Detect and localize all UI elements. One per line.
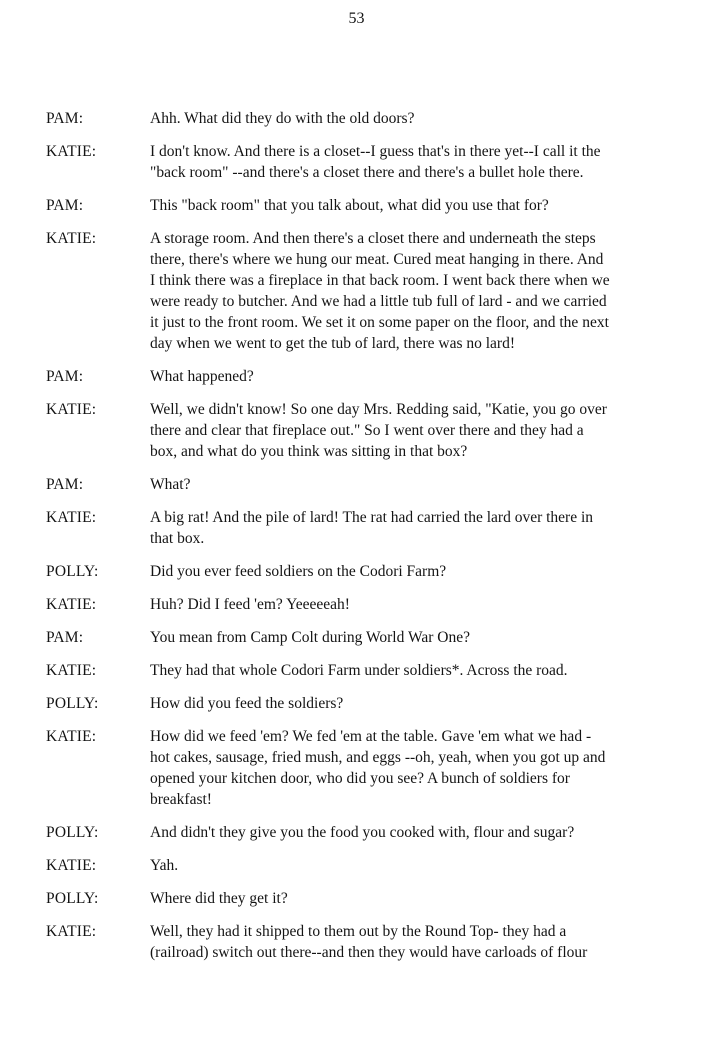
speaker-name: KATIE: xyxy=(46,230,97,247)
transcript-entry xyxy=(0,594,713,615)
transcript-entry xyxy=(0,474,713,495)
transcript-entry xyxy=(0,561,713,582)
speech-line: Well, we didn't know! So one day Mrs. Redding said, "Katie, you go over xyxy=(150,401,607,418)
speech-text xyxy=(150,693,670,714)
speech-text xyxy=(150,660,670,681)
speech-text xyxy=(150,366,670,387)
speaker-name: KATIE: xyxy=(46,857,97,874)
speaker-name: POLLY: xyxy=(46,695,99,712)
transcript-entry xyxy=(0,693,713,714)
speech-line: This "back room" that you talk about, what did you use that for? xyxy=(150,197,549,214)
speech-text xyxy=(150,921,670,963)
speech-text xyxy=(150,888,670,909)
speech-line: What? xyxy=(150,476,191,493)
speech-text xyxy=(150,474,670,495)
transcript-entry xyxy=(0,195,713,216)
speaker-name: KATIE: xyxy=(46,401,97,418)
speech-text xyxy=(150,141,670,183)
speaker-name: PAM: xyxy=(46,110,84,127)
speaker-name: PAM: xyxy=(46,368,84,385)
speaker-name: KATIE: xyxy=(46,728,97,745)
speech-text xyxy=(150,726,670,810)
transcript-entry xyxy=(0,660,713,681)
speech-line: Well, they had it shipped to them out by the Round Top- they had a xyxy=(150,923,567,940)
speech-text xyxy=(150,627,670,648)
speech-line: And didn't they give you the food you cooked with, flour and sugar? xyxy=(150,824,575,841)
speech-line: Huh? Did I feed 'em? Yeeeeeah! xyxy=(150,596,350,613)
speech-text xyxy=(150,228,670,354)
transcript xyxy=(0,108,713,975)
speaker-name: POLLY: xyxy=(46,890,99,907)
transcript-entry xyxy=(0,366,713,387)
speech-line: Where did they get it? xyxy=(150,890,288,907)
speech-text xyxy=(150,195,670,216)
speech-text xyxy=(150,855,670,876)
transcript-entry xyxy=(0,141,713,183)
speech-line: How did you feed the soldiers? xyxy=(150,695,344,712)
speech-line: there, there's where we hung our meat. Cured meat hanging in there. And xyxy=(150,251,604,268)
speaker-name: POLLY: xyxy=(46,824,99,841)
speaker-name: KATIE: xyxy=(46,509,97,526)
speech-text xyxy=(150,507,670,549)
speech-line: I don't know. And there is a closet--I guess that's in there yet--I call it the xyxy=(150,143,601,160)
speech-line: there and clear that fireplace out." So I went over there and they had a xyxy=(150,422,584,439)
transcript-entry xyxy=(0,627,713,648)
speech-line: it just to the front room. We set it on some paper on the floor, and the next xyxy=(150,314,609,331)
speech-line: I think there was a fireplace in that back room. I went back there when we xyxy=(150,272,610,289)
speech-line: Did you ever feed soldiers on the Codori Farm? xyxy=(150,563,447,580)
speaker-name: PAM: xyxy=(46,197,84,214)
transcript-entry xyxy=(0,726,713,810)
speech-text xyxy=(150,108,670,129)
speech-line: What happened? xyxy=(150,368,254,385)
speech-text xyxy=(150,594,670,615)
transcript-entry xyxy=(0,855,713,876)
speaker-name: KATIE: xyxy=(46,923,97,940)
page-number: 53 xyxy=(348,10,365,27)
transcript-entry xyxy=(0,228,713,354)
speaker-name: PAM: xyxy=(46,629,84,646)
speech-line: day when we went to get the tub of lard, there was no lard! xyxy=(150,335,515,352)
speech-line: opened your kitchen door, who did you see? A bunch of soldiers for xyxy=(150,770,570,787)
speech-line: Ahh. What did they do with the old doors? xyxy=(150,110,415,127)
speech-line: box, and what do you think was sitting in that box? xyxy=(150,443,468,460)
speaker-name: POLLY: xyxy=(46,563,99,580)
speech-line: (railroad) switch out there--and then they would have carloads of flour xyxy=(150,944,588,961)
speech-line: They had that whole Codori Farm under soldiers*. Across the road. xyxy=(150,662,568,679)
speech-line: were ready to butcher. And we had a little tub full of lard - and we carried xyxy=(150,293,607,310)
speech-line: How did we feed 'em? We fed 'em at the table. Gave 'em what we had - xyxy=(150,728,592,745)
transcript-entry xyxy=(0,399,713,462)
speech-line: A big rat! And the pile of lard! The rat had carried the lard over there in xyxy=(150,509,594,526)
speaker-name: KATIE: xyxy=(46,143,97,160)
speech-text xyxy=(150,399,670,462)
speech-line: hot cakes, sausage, fried mush, and eggs --oh, yeah, when you got up and xyxy=(150,749,606,766)
speech-line: "back room" --and there's a closet there and there's a bullet hole there. xyxy=(150,164,584,181)
transcript-entry xyxy=(0,822,713,843)
transcript-entry xyxy=(0,507,713,549)
speech-line: that box. xyxy=(150,530,205,547)
speech-line: You mean from Camp Colt during World War One? xyxy=(150,629,470,646)
transcript-entry xyxy=(0,108,713,129)
transcript-entry xyxy=(0,921,713,963)
speaker-name: KATIE: xyxy=(46,596,97,613)
speaker-name: KATIE: xyxy=(46,662,97,679)
speech-line: Yah. xyxy=(150,857,179,874)
speaker-name: PAM: xyxy=(46,476,84,493)
speech-line: A storage room. And then there's a closet there and underneath the steps xyxy=(150,230,596,247)
transcript-entry xyxy=(0,888,713,909)
speech-text xyxy=(150,561,670,582)
speech-line: breakfast! xyxy=(150,791,212,808)
speech-text xyxy=(150,822,670,843)
